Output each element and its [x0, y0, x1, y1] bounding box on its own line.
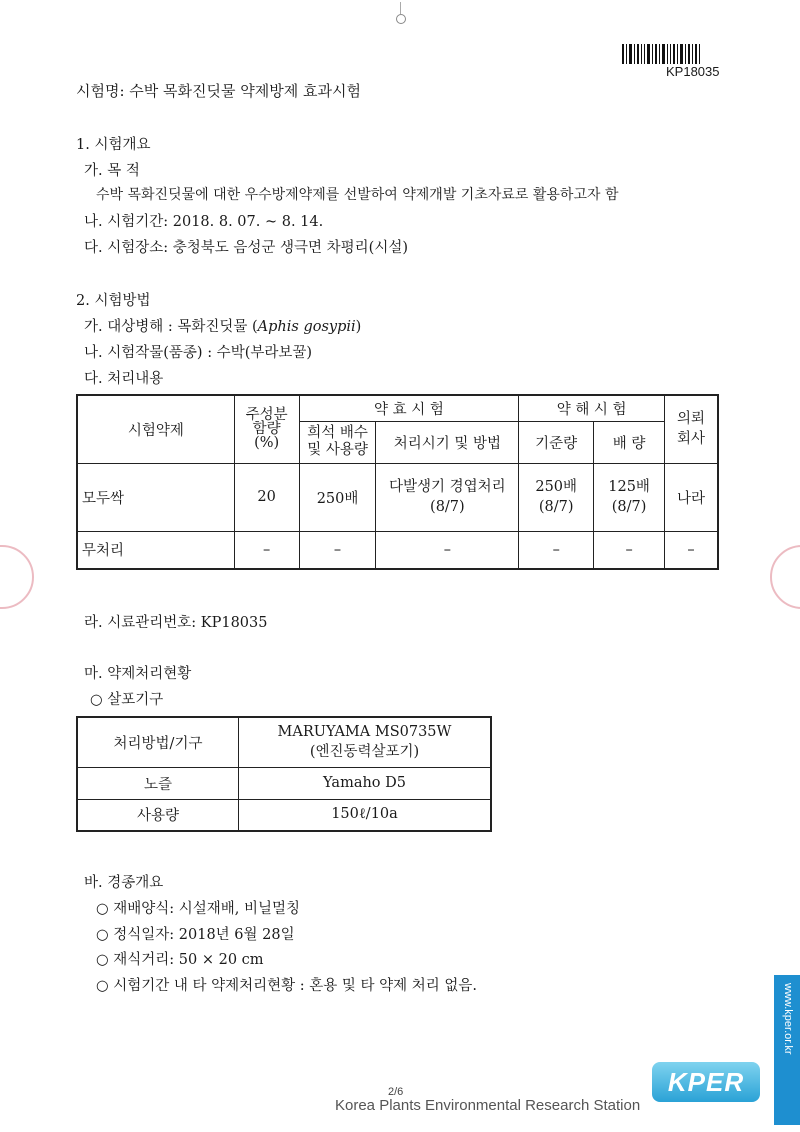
th-pesticide: 시험약제 — [77, 395, 234, 463]
sprayer-method-label: 처리방법/기구 — [77, 717, 239, 767]
cell-dilution: 250배 — [299, 463, 376, 531]
th-efficacy: 약 효 시 험 — [299, 395, 519, 421]
usage-label: 사용량 — [77, 799, 239, 831]
table-row — [77, 531, 718, 569]
site-url: www.kper.or.kr — [782, 983, 794, 1055]
cell-timing: 다발생기 경엽처리 (8/7) — [376, 463, 519, 531]
sprayer-label: ○ 살포기구 — [90, 692, 164, 708]
section1-purpose-label: 가. 목 적 — [84, 163, 140, 179]
seal-stamp-left — [0, 545, 34, 609]
cultivation-heading: 바. 경종개요 — [84, 875, 164, 891]
section2-heading: 2. 시험방법 — [76, 293, 151, 309]
sprayer-method-value: MARUYAMA MS0735W (엔진동력살포기) — [239, 717, 492, 767]
section1-location: 다. 시험장소: 충청북도 음성군 생극면 차평리(시설) — [84, 240, 408, 256]
treatment-table — [76, 394, 719, 570]
scientific-name: Aphis gosypii — [257, 319, 356, 335]
section2-treatment-label: 다. 처리내용 — [84, 371, 164, 387]
barcode — [622, 44, 724, 64]
th-dilution: 희석 배수 및 사용량 — [299, 421, 376, 463]
cultivation-item: ○ 재배양식: 시설재배, 비닐멀칭 — [96, 901, 301, 917]
cell-client: 나라 — [665, 463, 718, 531]
cell-double: 125배 (8/7) — [594, 463, 665, 531]
page-number: 2/6 — [388, 1086, 404, 1098]
side-stripe — [774, 975, 800, 1125]
th-timing: 처리시기 및 방법 — [376, 421, 519, 463]
cell-content: – — [234, 531, 299, 569]
usage-value: 150ℓ/10a — [239, 799, 492, 831]
seal-stamp-right — [770, 545, 800, 609]
section1-heading: 1. 시험개요 — [76, 137, 151, 153]
section1-period: 나. 시험기간: 2018. 8. 07. ~ 8. 14. — [84, 214, 324, 230]
barcode-text: KP18035 — [666, 64, 720, 79]
cell-client: – — [665, 531, 718, 569]
document-title: 시험명: 수박 목화진딧물 약제방제 효과시험 — [76, 82, 361, 100]
th-standard: 기준량 — [519, 421, 594, 463]
section1-purpose-text: 수박 목화진딧물에 대한 우수방제약제를 선발하여 약제개발 기초자료로 활용하고자 함 — [96, 187, 619, 203]
punch-hole — [396, 14, 406, 24]
sample-number: 라. 시료관리번호: KP18035 — [84, 615, 268, 631]
application-status-heading: 마. 약제처리현황 — [84, 666, 192, 682]
cell-standard: – — [519, 531, 594, 569]
cell-content: 20 — [234, 463, 299, 531]
cultivation-item: ○ 정식일자: 2018년 6월 28일 — [96, 927, 295, 943]
cell-name: 무처리 — [77, 531, 234, 569]
station-name: Korea Plants Environmental Research Station — [335, 1097, 641, 1114]
sprayer-table — [76, 716, 492, 832]
cell-dilution: – — [299, 531, 376, 569]
th-content: 주성분 함량 (%) — [234, 395, 299, 463]
nozzle-label: 노즐 — [77, 767, 239, 799]
cell-name: 모두싹 — [77, 463, 234, 531]
th-client: 의뢰 회사 — [665, 395, 718, 463]
table-row — [77, 463, 718, 531]
cultivation-item: ○ 재식거리: 50 × 20 cm — [96, 952, 264, 968]
punch-line — [400, 2, 401, 14]
nozzle-value: Yamaho D5 — [239, 767, 492, 799]
section2-target-pest: 가. 대상병해 : 목화진딧물 (Aphis gosypii) — [84, 319, 362, 335]
th-double: 배 량 — [594, 421, 665, 463]
kper-logo: KPER — [652, 1062, 760, 1102]
cell-double: – — [594, 531, 665, 569]
section2-crop: 나. 시험작물(품종) : 수박(부라보꿀) — [84, 345, 313, 361]
cell-standard: 250배 (8/7) — [519, 463, 594, 531]
cultivation-item: ○ 시험기간 내 타 약제처리현황 : 혼용 및 타 약제 처리 없음. — [96, 978, 477, 994]
th-phyto: 약 해 시 험 — [519, 395, 665, 421]
cell-timing: – — [376, 531, 519, 569]
